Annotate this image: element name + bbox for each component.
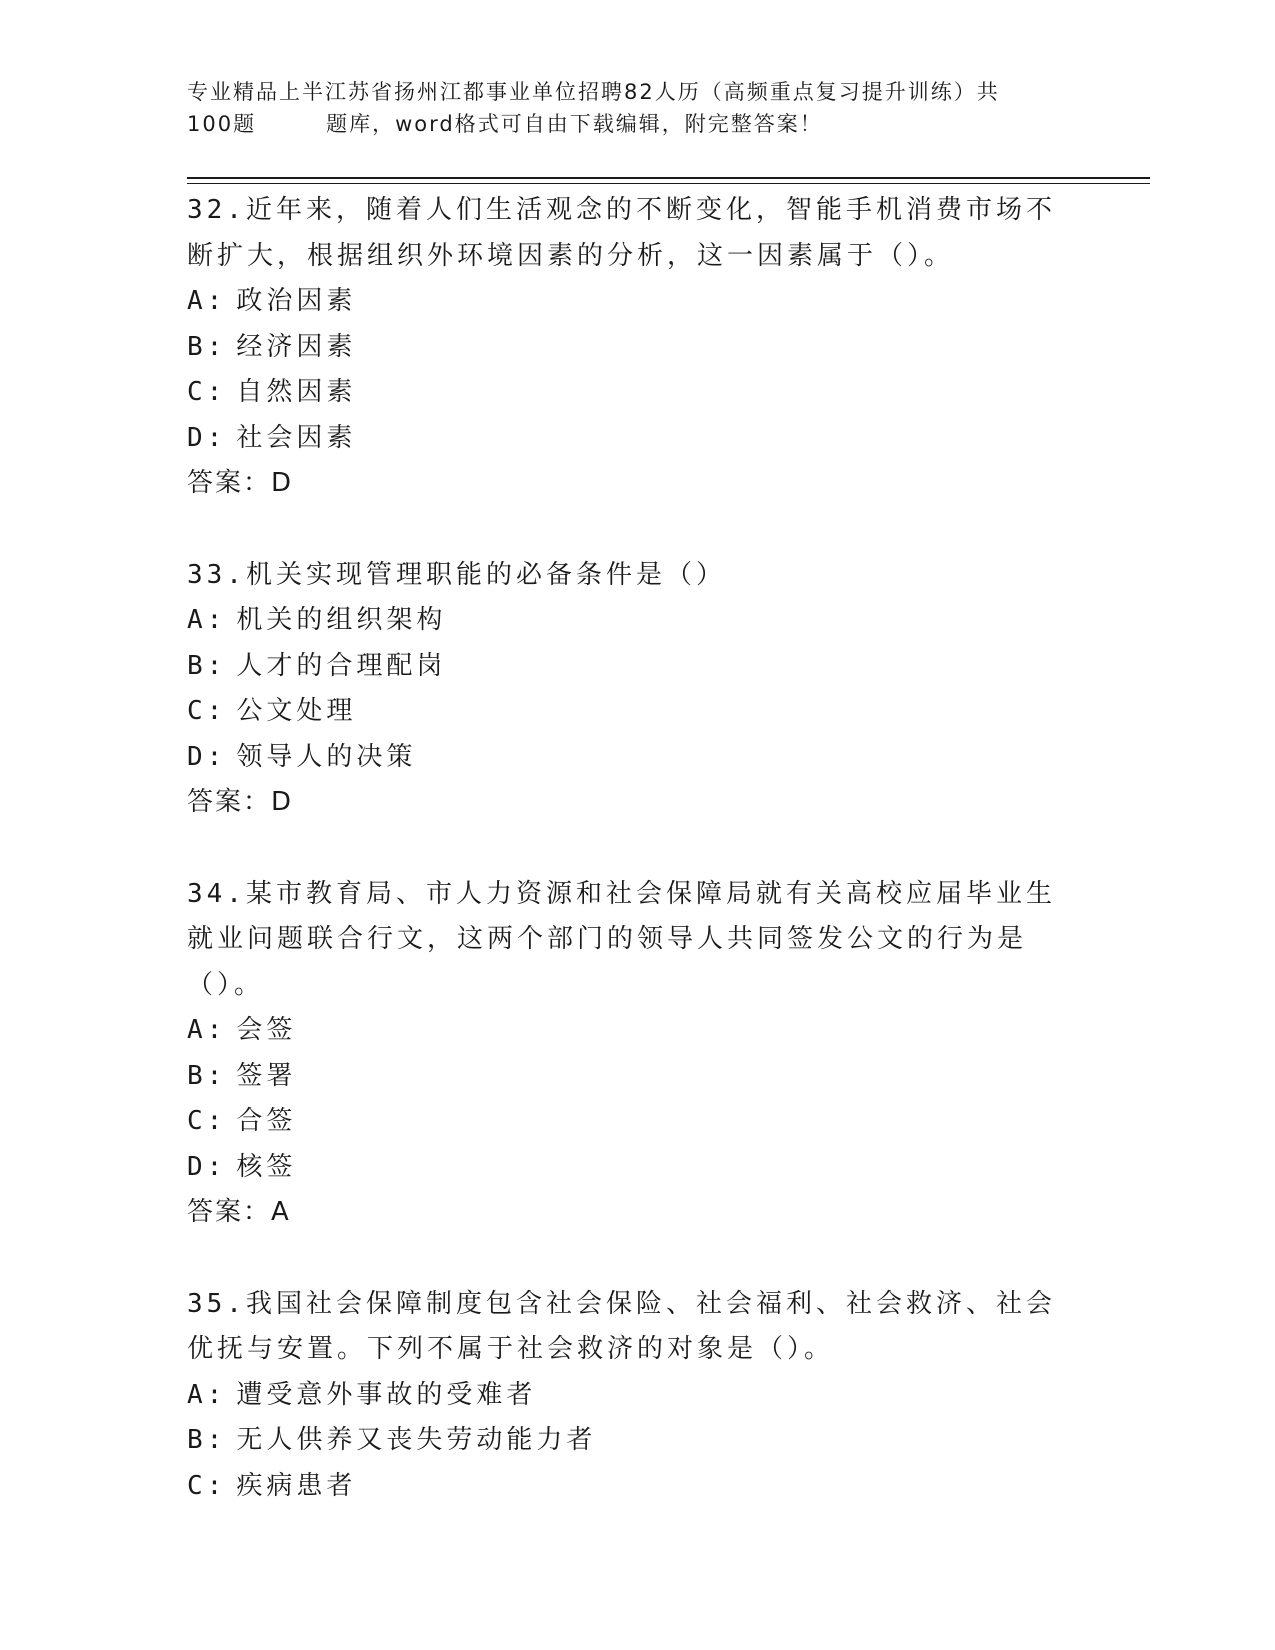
option-key: D: xyxy=(187,1151,227,1182)
question-list xyxy=(187,188,1077,1555)
option-d xyxy=(187,735,1077,781)
option-text: 核签 xyxy=(236,1151,297,1182)
question-33 xyxy=(187,553,1077,826)
question-35 xyxy=(187,1282,1077,1510)
answer-line: 答案：D xyxy=(187,787,294,817)
question-stem: 35.我国社会保障制度包含社会保险、社会福利、社会救济、社会优抚与安置。下列不属于社会救济的对象是（）。 xyxy=(187,1288,1056,1364)
question-stem: 33.机关实现管理职能的必备条件是（） xyxy=(187,559,726,590)
option-text: 疾病患者 xyxy=(236,1470,357,1501)
option-text: 经济因素 xyxy=(236,331,357,362)
question-32 xyxy=(187,188,1077,507)
option-text: 公文处理 xyxy=(236,696,357,726)
option-b xyxy=(187,325,1077,371)
option-key: B: xyxy=(187,650,227,681)
question-stem: 32.近年来，随着人们生活观念的不断变化，智能手机消费市场不断扩大，根据组织外环境因素的分析，这一因素属于（）。 xyxy=(187,195,1056,271)
header-question-count: 100题 xyxy=(187,112,257,136)
header-subtitle: 题库，word格式可自由下载编辑，附完整答案！ xyxy=(326,112,823,136)
option-text: 会签 xyxy=(236,1015,297,1045)
option-key: A: xyxy=(187,1015,227,1045)
option-text: 人才的合理配岗 xyxy=(236,650,447,681)
option-a xyxy=(187,598,1077,644)
question-stem: 34.某市教育局、市人力资源和社会保障局就有关高校应届毕业生就业问题联合行文，这两个部门的领导人共同签发公文的行为是（）。 xyxy=(187,878,1056,1000)
option-text: 无人供养又丧失劳动能力者 xyxy=(236,1425,597,1455)
option-c xyxy=(187,689,1077,735)
option-key: D: xyxy=(187,422,227,453)
option-key: B: xyxy=(187,331,227,362)
option-text: 领导人的决策 xyxy=(236,741,417,772)
option-key: D: xyxy=(187,741,227,772)
header-title-line-1: 专业精品上半江苏省扬州江都事业单位招聘82人历（高频重点复习提升训练）共 xyxy=(187,80,1000,104)
option-text: 签署 xyxy=(236,1060,297,1091)
option-key: B: xyxy=(187,1425,227,1455)
option-text: 遭受意外事故的受难者 xyxy=(236,1379,537,1410)
header-rule-thick xyxy=(187,177,1150,179)
option-c xyxy=(187,1464,1077,1510)
option-d xyxy=(187,416,1077,462)
option-text: 自然因素 xyxy=(236,377,357,407)
option-d xyxy=(187,1145,1077,1191)
header-rule-thin xyxy=(187,183,1150,184)
option-c xyxy=(187,1099,1077,1145)
option-key: A: xyxy=(187,286,227,316)
option-key: C: xyxy=(187,1106,227,1136)
option-a xyxy=(187,279,1077,325)
option-b xyxy=(187,1054,1077,1100)
option-c xyxy=(187,370,1077,416)
option-text: 社会因素 xyxy=(236,422,357,453)
option-key: A: xyxy=(187,1379,227,1410)
option-text: 机关的组织架构 xyxy=(236,605,447,635)
header-title-line-2 xyxy=(187,108,1087,140)
answer-line: 答案：D xyxy=(187,468,294,498)
option-key: B: xyxy=(187,1060,227,1091)
option-key: A: xyxy=(187,605,227,635)
option-a xyxy=(187,1373,1077,1419)
question-34 xyxy=(187,872,1077,1236)
answer-line: 答案：A xyxy=(187,1197,291,1227)
option-a xyxy=(187,1008,1077,1054)
option-text: 政治因素 xyxy=(236,286,357,316)
option-text: 合签 xyxy=(236,1106,297,1136)
option-key: C: xyxy=(187,377,227,407)
option-key: C: xyxy=(187,1470,227,1501)
option-b xyxy=(187,1418,1077,1464)
option-key: C: xyxy=(187,696,227,726)
option-b xyxy=(187,644,1077,690)
document-header xyxy=(187,76,1087,140)
